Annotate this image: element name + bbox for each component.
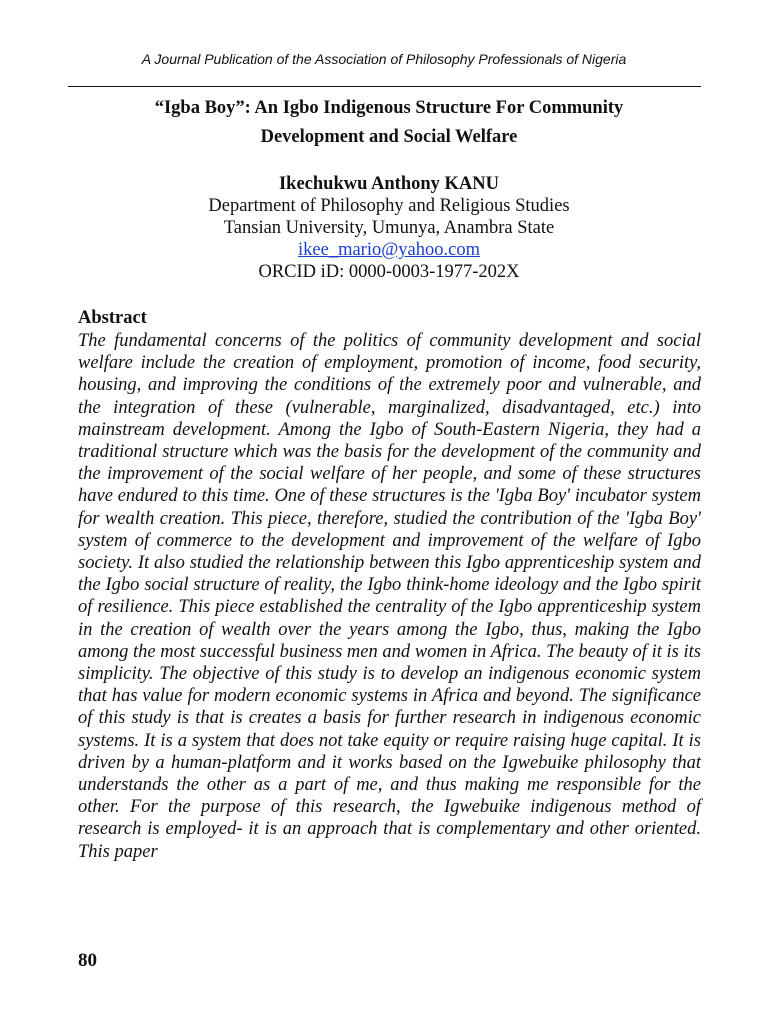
title-line-2: Development and Social Welfare xyxy=(260,127,518,147)
abstract-body: The fundamental concerns of the politics of community development and social welfare include the creation of employment, promotion of income, food security, housing, and improving the conditions of the extremely poor and vulnerable, and the integration of these (vulnerable, marginalized, disadvantaged, etc.) into mainstream development. Among the Igbo of South-Eastern Nigeria, they had a traditional structure which was the basis for the development of the community and the improvement of the social welfare of her people, and some of these structures have endured to this time. One of these structures is the 'Igba Boy' incubator system for wealth creation. This piece, therefore, studied the contribution of the 'Igba Boy' system of commerce to the development and improvement of the welfare of Igbo society. It also studied the relationship between this Igbo apprenticeship system and the Igbo social structure of reality, the Igbo think-home ideology and the Igbo spirit of resilience. This piece established the centrality of the Igbo apprenticeship system in the creation of wealth over the years among the Igbo, thus, making the Igbo among the most successful business men and women in Africa. The beauty of it is its simplicity. The objective of this study is to develop an indigenous economic system that has value for modern economic systems in Africa and beyond. The significance of this study is that is creates a basis for further research in indigenous economic systems. It is a system that does not take equity or require raising huge capital. It is driven by a human-platform and it works based on the Igwebuike philosophy that understands the other as a part of me, and thus making me responsible for the other. For the purpose of this research, the Igwebuike indigenous method of research is employed- it is an approach that is complementary and other oriented. This paper xyxy=(78,331,701,862)
author-block xyxy=(68,173,710,283)
author-email-link[interactable]: ikee_mario@yahoo.com xyxy=(298,240,480,260)
author-name: Ikechukwu Anthony KANU xyxy=(278,174,499,194)
article-title xyxy=(68,94,710,152)
header-rule xyxy=(68,86,701,87)
running-head: A Journal Publication of the Association of Philosophy Professionals of Nigeria xyxy=(141,51,627,67)
author-department: Department of Philosophy and Religious Studies xyxy=(208,196,570,216)
author-orcid: ORCID iD: 0000-0003-1977-202X xyxy=(258,262,520,282)
author-institution: Tansian University, Umunya, Anambra State xyxy=(223,218,555,238)
abstract-heading: Abstract xyxy=(78,308,147,328)
page-number: 80 xyxy=(78,950,97,971)
title-line-1: “Igba Boy”: An Igbo Indigenous Structure For Community xyxy=(154,98,624,118)
